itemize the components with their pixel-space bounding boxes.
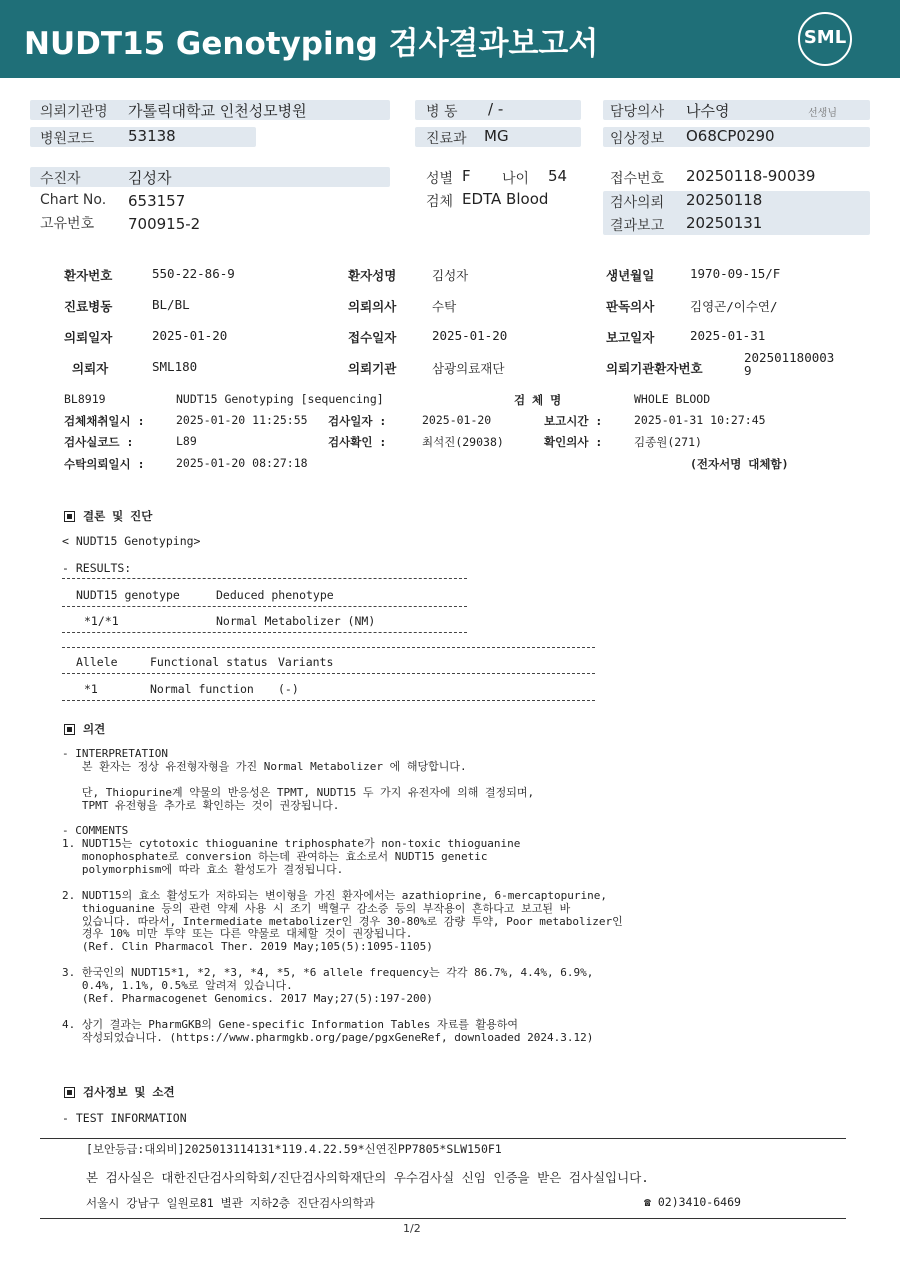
- grid-label: 생년월일: [606, 268, 655, 283]
- lab-code-label: 검사실코드 :: [64, 435, 134, 449]
- grid-label: 접수일자: [348, 330, 397, 345]
- confirm-label: 검사확인 :: [328, 435, 387, 449]
- age-label: 나이: [502, 171, 530, 187]
- footer-divider-bottom: [40, 1218, 846, 1219]
- institution-label: 의뢰기관명: [40, 104, 108, 120]
- institution-value: 가톨릭대학교 인천성모병원: [128, 102, 307, 120]
- request-label: 검사의뢰: [610, 195, 665, 211]
- collect-label: 검체채취일시 :: [64, 414, 145, 428]
- grid-value: 삼광의료재단: [432, 361, 505, 376]
- divider: [62, 700, 595, 701]
- security-line: [보안등급:대외비]2025013114131*119.4.22.59*신연진PP7805*SLW150F1: [86, 1142, 502, 1156]
- footer-divider-top: [40, 1138, 846, 1139]
- grid-value: 2025-01-20: [152, 328, 228, 343]
- table2-header: Functional status: [150, 655, 268, 669]
- opinion-line: (Ref. Clin Pharmacol Ther. 2019 May;105(5):1095-1105): [62, 940, 433, 954]
- opinion-section-title: 의견: [64, 721, 105, 737]
- opinion-line: 단, Thiopurine계 약물의 반응성은 TPMT, NUDT15 두 가지 유전자에 의해 결정되며,: [62, 785, 535, 799]
- grid-label: 판독의사: [606, 299, 655, 314]
- specimen-name-label: 검 체 명: [514, 393, 562, 407]
- specimen-name: WHOLE BLOOD: [634, 392, 711, 406]
- specimen-value: EDTA Blood: [462, 190, 549, 208]
- opinion-line: - INTERPRETATION: [62, 747, 168, 760]
- chart-value: 653157: [128, 192, 186, 210]
- opinion-line: [62, 774, 623, 787]
- table1-header: Deduced phenotype: [216, 588, 334, 602]
- opinion-line: 0.4%, 1.1%, 0.5%로 알려져 있습니다.: [62, 979, 293, 993]
- opinion-line: [62, 812, 623, 825]
- divider: [62, 578, 467, 579]
- test-date-label: 검사일자 :: [328, 414, 387, 428]
- logo-text: SML: [803, 27, 847, 48]
- grid-label: 진료병동: [64, 299, 113, 314]
- grid-label: 의뢰기관환자번호: [606, 361, 703, 376]
- sml-logo: [798, 12, 852, 66]
- grid-value: 1970-09-15/F: [690, 266, 781, 281]
- test-code: BL8919: [64, 392, 106, 406]
- esign-note: (전자서명 대체함): [690, 457, 789, 471]
- grid-value: BL/BL: [152, 297, 190, 312]
- grid-value: 550-22-86-9: [152, 266, 235, 281]
- results-section-title: 결론 및 진단: [64, 508, 152, 524]
- opinion-line: polymorphism에 따라 효소 활성도가 결정됩니다.: [62, 863, 344, 877]
- test-info-section-title: 검사정보 및 소견: [64, 1084, 175, 1100]
- patient-value: 김성자: [128, 169, 172, 187]
- unique-label: 고유번호: [40, 216, 95, 232]
- dept-label: 진료과: [426, 131, 467, 147]
- opinion-line: (Ref. Pharmacogenet Genomics. 2017 May;27(5):197-200): [62, 991, 433, 1005]
- address-line: 서울시 강남구 일원로81 별관 지하2층 진단검사의학과: [86, 1196, 375, 1210]
- grid-value: 수탁: [432, 299, 457, 314]
- grid-value: 김영곤/이수연/: [690, 299, 778, 314]
- opinion-text: [62, 748, 623, 1044]
- confirm-value: 최석진(29038): [422, 435, 504, 449]
- opinion-line: 작성되었습니다. (https://www.pharmgkb.org/page/pgxGeneRef, downloaded 2024.3.12): [62, 1030, 594, 1044]
- clinical-label: 임상정보: [610, 131, 665, 147]
- lab-code-value: L89: [176, 434, 197, 448]
- grid-value: 202501180003 9: [744, 350, 835, 378]
- ward-label: 병 동: [426, 104, 458, 120]
- grid-label: 환자번호: [64, 268, 113, 283]
- grid-value: 김성자: [432, 268, 469, 283]
- opinion-line: TPMT 유전형을 추가로 확인하는 것이 권장됩니다.: [62, 798, 340, 812]
- report-header: [0, 0, 900, 78]
- divider: [62, 673, 595, 674]
- opinion-line: 본 환자는 정상 유전형자형을 가진 Normal Metabolizer 에 해당합니다.: [62, 759, 467, 773]
- report-title: NUDT15 Genotyping 검사결과보고서: [24, 26, 599, 62]
- divider: [62, 632, 467, 633]
- report-time-value: 2025-01-31 10:27:45: [634, 413, 766, 427]
- hospital-code-label: 병원코드: [40, 131, 95, 147]
- certification-line: 본 검사실은 대한진단검사의학회/진단검사의학재단의 우수검사실 신임 인증을 받은 검사실입니다.: [86, 1170, 649, 1185]
- opinion-line: thioguanine 등의 관련 약제 사용 시 조기 백혈구 감소증 등의 부작용이 흔하다고 보고된 바: [62, 901, 571, 915]
- table2-header: Variants: [278, 655, 334, 669]
- doctor-value: 나수영: [686, 102, 730, 120]
- specimen-label: 검체: [426, 194, 454, 210]
- divider: [62, 606, 467, 607]
- grid-label: 환자성명: [348, 268, 397, 283]
- request-value: 20250118: [686, 191, 763, 209]
- page-number: 1/2: [403, 1222, 421, 1235]
- genotype-value: *1/*1: [84, 614, 119, 628]
- chart-label: Chart No.: [40, 192, 107, 208]
- grid-label: 의뢰일자: [64, 330, 113, 345]
- receipt-label: 접수번호: [610, 171, 665, 187]
- report-label: 결과보고: [610, 218, 665, 234]
- grid-label: 의뢰의사: [348, 299, 397, 314]
- sex-value: F: [462, 167, 471, 185]
- phone-line: ☎ 02)3410-6469: [644, 1195, 741, 1209]
- opinion-line: 2. NUDT15의 효소 활성도가 저하되는 변이형을 가진 환자에서는 azathioprine, 6-mercaptopurine,: [62, 888, 608, 902]
- variants-value: (-): [278, 682, 299, 696]
- divider: [62, 647, 595, 648]
- phenotype-value: Normal Metabolizer (NM): [216, 614, 376, 628]
- test-name: NUDT15 Genotyping [sequencing]: [176, 392, 384, 406]
- ward-value: / -: [488, 100, 504, 118]
- results-subtitle: < NUDT15 Genotyping>: [62, 534, 201, 548]
- clinical-value: O68CP0290: [686, 127, 775, 145]
- patient-label: 수진자: [40, 171, 81, 187]
- unique-value: 700915-2: [128, 215, 201, 233]
- verify-label: 확인의사 :: [544, 435, 603, 449]
- grid-value: 2025-01-20: [432, 328, 508, 343]
- hospital-code-value: 53138: [128, 127, 176, 145]
- square-bullet-icon: [64, 724, 75, 735]
- opinion-line: [62, 877, 623, 890]
- opinion-line: - COMMENTS: [62, 824, 129, 838]
- sex-label: 성별: [426, 171, 454, 187]
- doctor-label: 담당의사: [610, 104, 665, 120]
- dept-value: MG: [484, 127, 509, 145]
- grid-label: 의뢰기관: [348, 361, 397, 376]
- grid-value: 2025-01-31: [690, 328, 766, 343]
- allele-value: *1: [84, 682, 98, 696]
- receive-label: 수탁의뢰일시 :: [64, 457, 145, 471]
- opinion-line: 4. 상기 결과는 PharmGKB의 Gene-specific Information Tables 자료를 활용하여: [62, 1017, 519, 1031]
- collect-value: 2025-01-20 11:25:55: [176, 413, 308, 427]
- table1-header: NUDT15 genotype: [76, 588, 180, 602]
- opinion-line: 3. 한국인의 NUDT15*1, *2, *3, *4, *5, *6 allele frequency는 각각 86.7%, 4.4%, 6.9%,: [62, 966, 594, 980]
- receipt-value: 20250118-90039: [686, 167, 816, 185]
- results-label: - RESULTS:: [62, 561, 132, 575]
- report-value: 20250131: [686, 214, 763, 232]
- opinion-line: 1. NUDT15는 cytotoxic thioguanine triphosphate가 non-toxic thioguanine: [62, 837, 521, 851]
- opinion-line: [62, 1006, 623, 1019]
- opinion-line: 있습니다. 따라서, Intermediate metabolizer인 경우 30-80%로 감량 투약, Poor metabolizer인: [62, 914, 623, 928]
- table2-header: Allele: [76, 655, 118, 669]
- test-info-label: - TEST INFORMATION: [62, 1111, 187, 1125]
- grid-label: 의뢰자: [72, 361, 109, 376]
- doctor-suffix: 선생님: [808, 108, 837, 119]
- opinion-line: monophosphate로 conversion 하는데 관여하는 효소로서 NUDT15 genetic: [62, 850, 488, 864]
- grid-value: SML180: [152, 359, 198, 374]
- grid-label: 보고일자: [606, 330, 655, 345]
- square-bullet-icon: [64, 1087, 75, 1098]
- verify-value: 김종원(271): [634, 435, 702, 449]
- receive-value: 2025-01-20 08:27:18: [176, 456, 308, 470]
- report-time-label: 보고시간 :: [544, 414, 603, 428]
- square-bullet-icon: [64, 511, 75, 522]
- test-date-value: 2025-01-20: [422, 413, 492, 427]
- patient-bar: [30, 167, 390, 187]
- function-value: Normal function: [150, 682, 254, 696]
- age-value: 54: [548, 167, 568, 185]
- opinion-line: 경우 10% 미만 투약 또는 다른 약물로 대체할 것이 권장됩니다.: [62, 927, 413, 941]
